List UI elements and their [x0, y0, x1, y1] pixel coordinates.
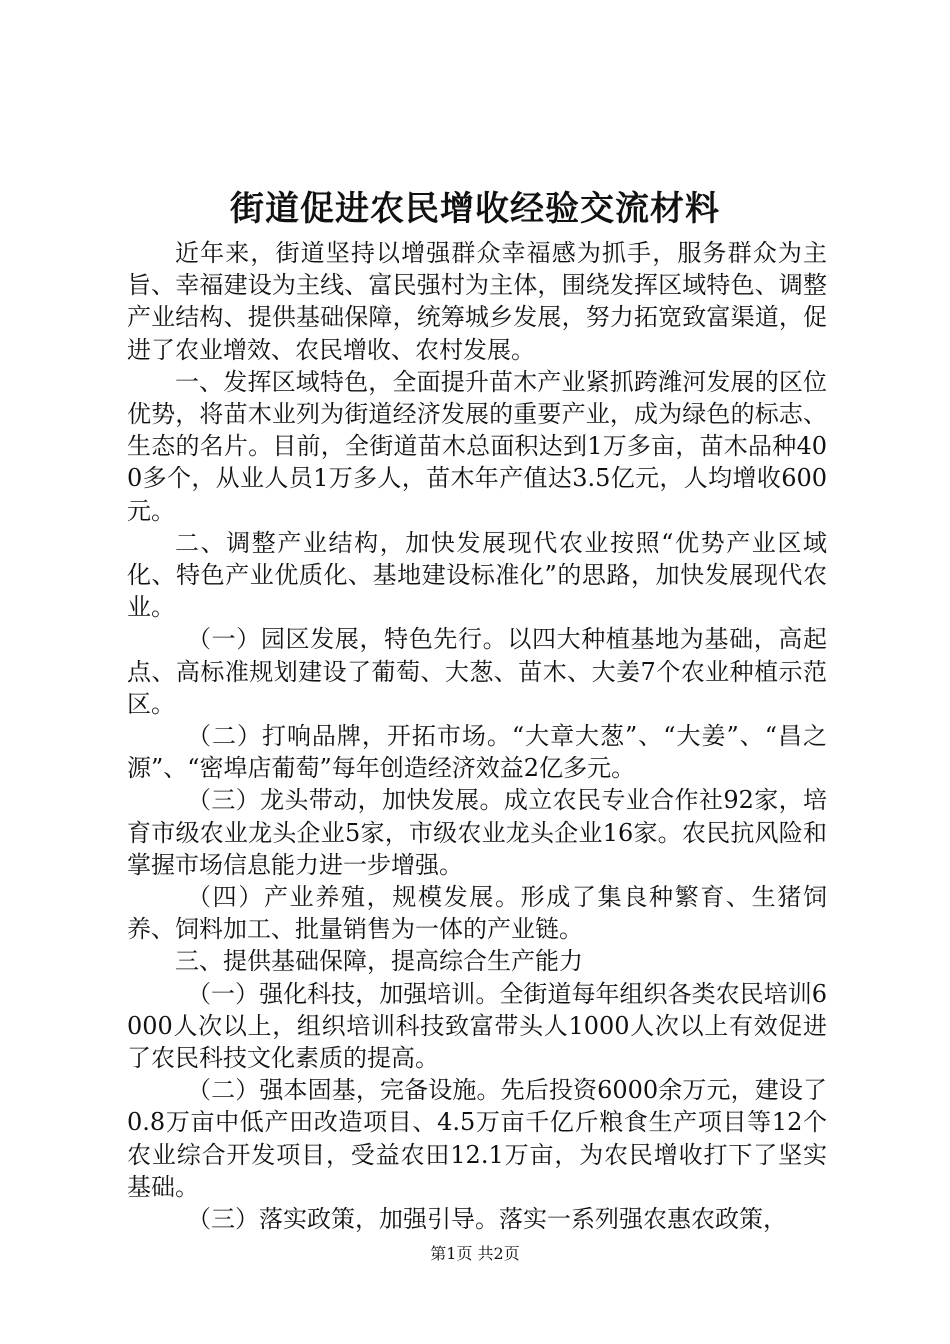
paragraph-section-2: 二、调整产业结构，加快发展现代农业按照“优势产业区域化、特色产业优质化、基地建设标准化”的思路，加快发展现代农业。 [127, 528, 827, 622]
page-footer: 第1页 共2页 [430, 1244, 520, 1263]
paragraph-section-2-item-2: （二）打响品牌，开拓市场。“大章大葱”、“大姜”、“昌之源”、“密埠店葡萄”每年创造经济效益2亿多元。 [127, 722, 827, 783]
paragraph-section-3: 三、提供基础保障，提高综合生产能力 [175, 947, 583, 976]
paragraph-intro: 近年来，街道坚持以增强群众幸福感为抓手，服务群众为主旨、幸福建设为主线、富民强村为主体，围绕发挥区域特色、调整产业结构、提供基础保障，统筹城乡发展，努力拓宽致富渠道，促进了农业增效、农民增收、农村发展。 [127, 239, 827, 364]
paragraph-section-3-item-3: （三）落实政策，加强引导。落实一系列强农惠农政策， [187, 1205, 787, 1234]
paragraph-section-2-item-4: （四）产业养殖，规模发展。形成了集良种繁育、生猪饲养、饲料加工、批量销售为一体的产业链。 [127, 883, 827, 944]
paragraph-section-2-item-1: （一）园区发展，特色先行。以四大种植基地为基础，高起点、高标准规划建设了葡萄、大葱、苗木、大姜7个农业种植示范区。 [127, 625, 827, 718]
paragraph-section-3-item-1: （一）强化科技，加强培训。全街道每年组织各类农民培训6000人次以上，组织培训科技致富带头人1000人次以上有效促进了农民科技文化素质的提高。 [127, 979, 827, 1073]
paragraph-section-2-item-3: （三）龙头带动，加快发展。成立农民专业合作社92家，培育市级农业龙头企业5家，市级农业龙头企业16家。农民抗风险和掌握市场信息能力进一步增强。 [127, 786, 827, 879]
paragraph-section-1: 一、发挥区域特色，全面提升苗木产业紧抓跨潍河发展的区位优势，将苗木业列为街道经济发展的重要产业，成为绿色的标志、生态的名片。目前，全街道苗木总面积达到1万多亩，苗木品种400多个，从业人员1万多人，苗木年产值达3.5亿元，人均增收600元。 [127, 367, 827, 525]
document-title: 街道促进农民增收经验交流材料 [230, 189, 720, 229]
document-body [127, 237, 827, 1235]
paragraph-section-3-item-2: （二）强本固基，完备设施。先后投资6000余万元，建设了0.8万亩中低产田改造项目、4.5万亩千亿斤粮食生产项目等12个农业综合开发项目，受益农田12.1万亩，为农民增收打下了坚实基础。 [127, 1076, 827, 1201]
